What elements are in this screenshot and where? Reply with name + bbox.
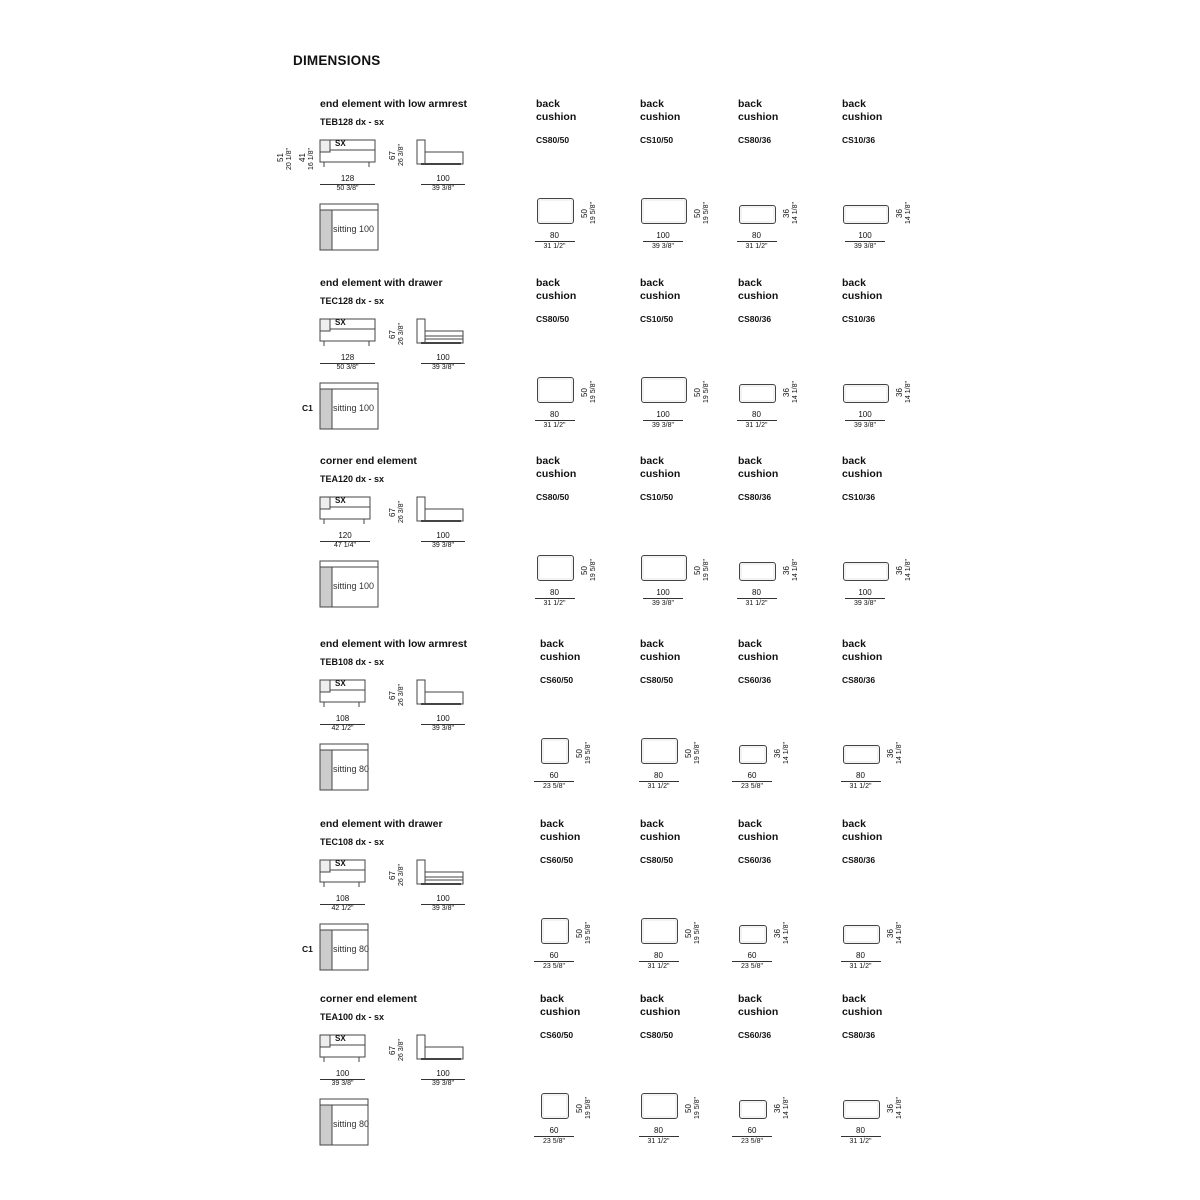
cushion-drawing (537, 555, 574, 581)
cushion-height-cm: 50 (693, 209, 702, 218)
cushion-width-cm: 100 (858, 410, 872, 419)
cushion-label: back cushion (640, 993, 681, 1018)
cushion-drawing (843, 745, 880, 764)
sx-label: SX (335, 859, 346, 868)
sitting-depth-label: sitting 80 (333, 944, 370, 954)
height-cm: 67 (388, 508, 397, 517)
cushion-drawing (843, 384, 889, 403)
cushion-width-inch: 31 1/2" (639, 961, 679, 970)
cushion-height-cm: 50 (580, 209, 589, 218)
cushion-height-cm: 50 (575, 749, 584, 758)
cushion-drawing (537, 198, 574, 224)
back-cushion (640, 638, 750, 788)
cushion-height-inch: 19 5/8" (585, 1097, 592, 1119)
cushion-code: CS60/36 (738, 855, 772, 865)
depth-inch: 39 3/8" (421, 724, 465, 732)
cushion-height-cm: 36 (886, 749, 895, 758)
width-cm: 128 (340, 174, 355, 183)
cushion-drawing (537, 377, 574, 403)
cushion-code: CS80/50 (640, 855, 674, 865)
cushion-width-inch: 39 3/8" (643, 420, 683, 429)
cushion-height-cm: 36 (773, 1104, 782, 1113)
back-cushion (842, 455, 952, 605)
section-code: TEA100 dx - sx (320, 1012, 385, 1022)
cushion-height-inch: 19 5/8" (694, 922, 701, 944)
cushion-width-inch: 23 5/8" (534, 961, 574, 970)
cushion-height-cm: 36 (782, 388, 791, 397)
section-name: end element with drawer (320, 277, 443, 289)
cushion-height-cm: 50 (575, 1104, 584, 1113)
cushion-label: back cushion (842, 455, 883, 480)
height-cm: 67 (388, 151, 397, 160)
cushion-label: back cushion (842, 277, 883, 302)
back-cushion (536, 455, 646, 605)
cushion-width-cm: 60 (747, 771, 757, 780)
front-elevation-drawing (320, 678, 380, 718)
back-cushion (540, 638, 650, 788)
back-cushion (540, 993, 650, 1143)
width-cm: 100 (335, 1069, 350, 1078)
cushion-label: back cushion (738, 455, 779, 480)
cushion-width-inch: 31 1/2" (639, 1136, 679, 1145)
back-cushion (842, 993, 952, 1143)
cushion-label: back cushion (738, 818, 779, 843)
cushion-label: back cushion (540, 818, 581, 843)
section-name: end element with low armrest (320, 98, 468, 110)
cushion-height-inch: 19 5/8" (590, 559, 597, 581)
cushion-code: CS60/50 (540, 675, 574, 685)
cushion-height-cm: 36 (782, 566, 791, 575)
cushion-height-inch: 14 1/8" (905, 381, 912, 403)
cushion-height-cm: 36 (886, 929, 895, 938)
cushion-width-cm: 80 (550, 410, 559, 419)
product-section (0, 818, 1200, 998)
cushion-label: back cushion (640, 455, 681, 480)
cushion-width-inch: 31 1/2" (841, 781, 881, 790)
c1-label: C1 (302, 403, 313, 413)
cushion-height-inch: 14 1/8" (896, 1097, 903, 1119)
cushion-width-inch: 23 5/8" (732, 961, 772, 970)
cushion-drawing (739, 925, 767, 944)
cushion-height-inch: 14 1/8" (792, 559, 799, 581)
cushion-code: CS80/50 (536, 314, 570, 324)
cushion-height-inch: 14 1/8" (792, 202, 799, 224)
depth-inch: 39 3/8" (421, 1079, 465, 1087)
section-name: corner end element (320, 993, 417, 1005)
width-inch: 47 1/4" (320, 541, 370, 549)
side-elevation-drawing (417, 138, 467, 178)
height-inch: 26 3/8" (398, 501, 405, 523)
cushion-width-cm: 80 (752, 231, 761, 240)
cushion-label: back cushion (640, 818, 681, 843)
cushion-label: back cushion (540, 638, 581, 663)
product-section (0, 455, 1200, 635)
height-inch: 26 3/8" (398, 684, 405, 706)
cushion-label: back cushion (536, 277, 577, 302)
cushion-code: CS80/36 (842, 1030, 876, 1040)
cushion-height-inch: 19 5/8" (590, 381, 597, 403)
page-title: DIMENSIONS (293, 53, 381, 68)
cushion-width-cm: 100 (656, 410, 670, 419)
cushion-drawing (641, 1093, 678, 1119)
cushion-height-inch: 14 1/8" (905, 559, 912, 581)
cushion-width-cm: 100 (858, 231, 872, 240)
cushion-width-cm: 60 (549, 951, 559, 960)
height-cm: 67 (388, 871, 397, 880)
height-inch: 26 3/8" (398, 323, 405, 345)
cushion-width-inch: 39 3/8" (845, 420, 885, 429)
cushion-width-inch: 31 1/2" (737, 598, 777, 607)
cushion-drawing (641, 738, 678, 764)
width-cm: 120 (338, 531, 352, 540)
product-section (0, 277, 1200, 457)
cushion-width-cm: 100 (656, 588, 670, 597)
cushion-height-inch: 14 1/8" (783, 1097, 790, 1119)
cushion-height-inch: 19 5/8" (590, 202, 597, 224)
width-inch: 42 1/2" (320, 724, 365, 732)
cushion-label: back cushion (640, 98, 681, 123)
side-elevation-drawing (417, 858, 467, 898)
back-cushion (738, 638, 848, 788)
cushion-height-cm: 50 (693, 566, 702, 575)
front-elevation-drawing (320, 1033, 380, 1073)
cushion-width-cm: 80 (856, 771, 865, 780)
cushion-height-inch: 14 1/8" (792, 381, 799, 403)
cushion-label: back cushion (842, 638, 883, 663)
cushion-width-cm: 60 (747, 1126, 757, 1135)
height-inch: 26 3/8" (398, 1039, 405, 1061)
cushion-drawing (843, 562, 889, 581)
sitting-depth-label: sitting 100 (333, 403, 375, 413)
armrest-height-cm: 41 (298, 153, 307, 162)
front-elevation-drawing (320, 858, 380, 898)
cushion-code: CS10/50 (640, 135, 674, 145)
cushion-height-cm: 50 (580, 388, 589, 397)
cushion-label: back cushion (540, 993, 581, 1018)
cushion-drawing (843, 1100, 880, 1119)
cushion-width-inch: 39 3/8" (643, 598, 683, 607)
sitting-depth-label: sitting 100 (333, 581, 375, 591)
side-elevation-drawing (417, 1033, 467, 1073)
cushion-width-cm: 80 (550, 588, 559, 597)
cushion-drawing (739, 384, 776, 403)
cushion-code: CS80/50 (640, 1030, 674, 1040)
back-cushion (536, 98, 646, 248)
product-section (0, 98, 1200, 278)
cushion-drawing (541, 1093, 569, 1119)
depth-cm: 100 (436, 714, 450, 723)
cushion-width-inch: 23 5/8" (534, 1136, 574, 1145)
back-cushion (536, 277, 646, 427)
cushion-label: back cushion (842, 818, 883, 843)
width-inch: 42 1/2" (320, 904, 365, 912)
back-cushion (842, 277, 952, 427)
cushion-width-cm: 80 (550, 231, 559, 240)
cushion-code: CS60/36 (738, 675, 772, 685)
front-elevation-drawing (320, 495, 380, 535)
sx-label: SX (335, 496, 346, 505)
cushion-height-cm: 50 (684, 929, 693, 938)
cushion-width-cm: 80 (752, 588, 761, 597)
section-code: TEA120 dx - sx (320, 474, 385, 484)
side-elevation-drawing (417, 495, 467, 535)
cushion-width-cm: 80 (654, 1126, 663, 1135)
cushion-code: CS10/36 (842, 135, 876, 145)
cushion-width-inch: 31 1/2" (535, 420, 575, 429)
cushion-width-cm: 80 (654, 771, 663, 780)
cushion-label: back cushion (640, 638, 681, 663)
cushion-drawing (541, 738, 569, 764)
width-cm: 108 (335, 894, 350, 903)
cushion-width-inch: 39 3/8" (845, 598, 885, 607)
armrest-height-inch: 16 1/8" (308, 148, 315, 170)
width-inch: 50 3/8" (320, 363, 375, 371)
cushion-height-inch: 19 5/8" (585, 742, 592, 764)
cushion-drawing (641, 918, 678, 944)
cushion-code: CS80/36 (842, 855, 876, 865)
sx-label: SX (335, 318, 346, 327)
cushion-height-inch: 14 1/8" (896, 742, 903, 764)
cushion-label: back cushion (738, 638, 779, 663)
back-cushion (738, 818, 848, 968)
cushion-label: back cushion (536, 98, 577, 123)
sx-label: SX (335, 679, 346, 688)
cushion-height-inch: 19 5/8" (703, 381, 710, 403)
section-code: TEB128 dx - sx (320, 117, 385, 127)
cushion-label: back cushion (842, 98, 883, 123)
depth-inch: 39 3/8" (421, 904, 465, 912)
cushion-width-inch: 31 1/2" (535, 241, 575, 250)
cushion-width-inch: 23 5/8" (534, 781, 574, 790)
width-inch: 39 3/8" (320, 1079, 365, 1087)
height-inch: 26 3/8" (398, 864, 405, 886)
seat-height-cm: 51 (276, 153, 285, 162)
cushion-code: CS10/50 (640, 314, 674, 324)
cushion-width-cm: 80 (856, 1126, 865, 1135)
section-name: corner end element (320, 455, 417, 467)
side-elevation-drawing (417, 678, 467, 718)
depth-inch: 39 3/8" (421, 363, 465, 371)
sitting-depth-label: sitting 80 (333, 1119, 370, 1129)
cushion-width-inch: 23 5/8" (732, 781, 772, 790)
back-cushion (738, 98, 848, 248)
product-section (0, 993, 1200, 1173)
cushion-label: back cushion (536, 455, 577, 480)
cushion-height-cm: 36 (886, 1104, 895, 1113)
depth-cm: 100 (436, 531, 450, 540)
height-cm: 67 (388, 330, 397, 339)
cushion-height-inch: 14 1/8" (783, 922, 790, 944)
cushion-width-cm: 60 (747, 951, 757, 960)
cushion-height-inch: 19 5/8" (694, 742, 701, 764)
cushion-height-cm: 50 (684, 749, 693, 758)
cushion-label: back cushion (738, 993, 779, 1018)
depth-cm: 100 (436, 174, 450, 183)
cushion-code: CS80/36 (738, 135, 772, 145)
section-name: end element with drawer (320, 818, 443, 830)
cushion-code: CS80/36 (738, 492, 772, 502)
back-cushion (640, 455, 750, 605)
section-code: TEB108 dx - sx (320, 657, 385, 667)
back-cushion (738, 993, 848, 1143)
cushion-label: back cushion (738, 98, 779, 123)
back-cushion (540, 818, 650, 968)
cushion-drawing (843, 925, 880, 944)
back-cushion (842, 638, 952, 788)
cushion-code: CS10/36 (842, 492, 876, 502)
height-cm: 67 (388, 1046, 397, 1055)
cushion-height-inch: 14 1/8" (783, 742, 790, 764)
cushion-code: CS10/36 (842, 314, 876, 324)
sx-label: SX (335, 1034, 346, 1043)
cushion-code: CS60/36 (738, 1030, 772, 1040)
cushion-drawing (739, 562, 776, 581)
cushion-drawing (541, 918, 569, 944)
cushion-height-inch: 19 5/8" (703, 559, 710, 581)
cushion-width-cm: 60 (549, 1126, 559, 1135)
cushion-height-cm: 36 (782, 209, 791, 218)
sitting-depth-label: sitting 80 (333, 764, 370, 774)
cushion-width-inch: 31 1/2" (841, 1136, 881, 1145)
cushion-height-cm: 36 (895, 388, 904, 397)
cushion-height-inch: 14 1/8" (896, 922, 903, 944)
cushion-code: CS80/50 (640, 675, 674, 685)
cushion-height-cm: 36 (895, 566, 904, 575)
width-cm: 108 (335, 714, 350, 723)
section-code: TEC128 dx - sx (320, 296, 385, 306)
cushion-height-cm: 50 (684, 1104, 693, 1113)
cushion-height-cm: 36 (773, 749, 782, 758)
cushion-width-cm: 80 (856, 951, 865, 960)
cushion-width-cm: 100 (656, 231, 670, 240)
cushion-width-cm: 100 (858, 588, 872, 597)
cushion-height-inch: 14 1/8" (905, 202, 912, 224)
cushion-drawing (641, 198, 687, 224)
cushion-code: CS60/50 (540, 855, 574, 865)
back-cushion (738, 277, 848, 427)
section-code: TEC108 dx - sx (320, 837, 385, 847)
cushion-height-inch: 19 5/8" (694, 1097, 701, 1119)
cushion-label: back cushion (842, 993, 883, 1018)
cushion-height-inch: 19 5/8" (585, 922, 592, 944)
c1-label: C1 (302, 944, 313, 954)
cushion-drawing (739, 1100, 767, 1119)
cushion-width-inch: 31 1/2" (535, 598, 575, 607)
back-cushion (640, 277, 750, 427)
back-cushion (842, 98, 952, 248)
depth-cm: 100 (436, 894, 450, 903)
cushion-label: back cushion (640, 277, 681, 302)
depth-cm: 100 (436, 1069, 450, 1078)
cushion-drawing (641, 555, 687, 581)
cushion-height-cm: 50 (575, 929, 584, 938)
front-elevation-drawing (320, 138, 380, 178)
cushion-drawing (739, 745, 767, 764)
side-elevation-drawing (417, 317, 467, 357)
back-cushion (842, 818, 952, 968)
cushion-width-inch: 31 1/2" (737, 420, 777, 429)
width-cm: 128 (340, 353, 355, 362)
cushion-width-inch: 31 1/2" (639, 781, 679, 790)
sitting-depth-label: sitting 100 (333, 224, 375, 234)
cushion-width-cm: 60 (549, 771, 559, 780)
height-inch: 26 3/8" (398, 144, 405, 166)
cushion-width-cm: 80 (654, 951, 663, 960)
cushion-width-inch: 39 3/8" (643, 241, 683, 250)
front-elevation-drawing (320, 317, 380, 357)
section-name: end element with low armrest (320, 638, 468, 650)
back-cushion (640, 993, 750, 1143)
cushion-code: CS60/50 (540, 1030, 574, 1040)
cushion-drawing (843, 205, 889, 224)
cushion-drawing (641, 377, 687, 403)
cushion-code: CS80/36 (842, 675, 876, 685)
cushion-width-inch: 31 1/2" (737, 241, 777, 250)
depth-cm: 100 (436, 353, 450, 362)
cushion-width-cm: 80 (752, 410, 761, 419)
sx-label: SX (335, 139, 346, 148)
cushion-height-cm: 36 (773, 929, 782, 938)
cushion-height-cm: 50 (693, 388, 702, 397)
cushion-height-cm: 36 (895, 209, 904, 218)
product-section (0, 638, 1200, 818)
cushion-code: CS80/50 (536, 492, 570, 502)
back-cushion (640, 818, 750, 968)
cushion-width-inch: 39 3/8" (845, 241, 885, 250)
back-cushion (738, 455, 848, 605)
depth-inch: 39 3/8" (421, 184, 465, 192)
cushion-width-inch: 31 1/2" (841, 961, 881, 970)
depth-inch: 39 3/8" (421, 541, 465, 549)
cushion-code: CS80/50 (536, 135, 570, 145)
cushion-drawing (739, 205, 776, 224)
cushion-code: CS80/36 (738, 314, 772, 324)
cushion-width-inch: 23 5/8" (732, 1136, 772, 1145)
cushion-label: back cushion (738, 277, 779, 302)
cushion-code: CS10/50 (640, 492, 674, 502)
cushion-height-inch: 19 5/8" (703, 202, 710, 224)
height-cm: 67 (388, 691, 397, 700)
seat-height-inch: 20 1/8" (286, 148, 293, 170)
back-cushion (640, 98, 750, 248)
cushion-height-cm: 50 (580, 566, 589, 575)
width-inch: 50 3/8" (320, 184, 375, 192)
